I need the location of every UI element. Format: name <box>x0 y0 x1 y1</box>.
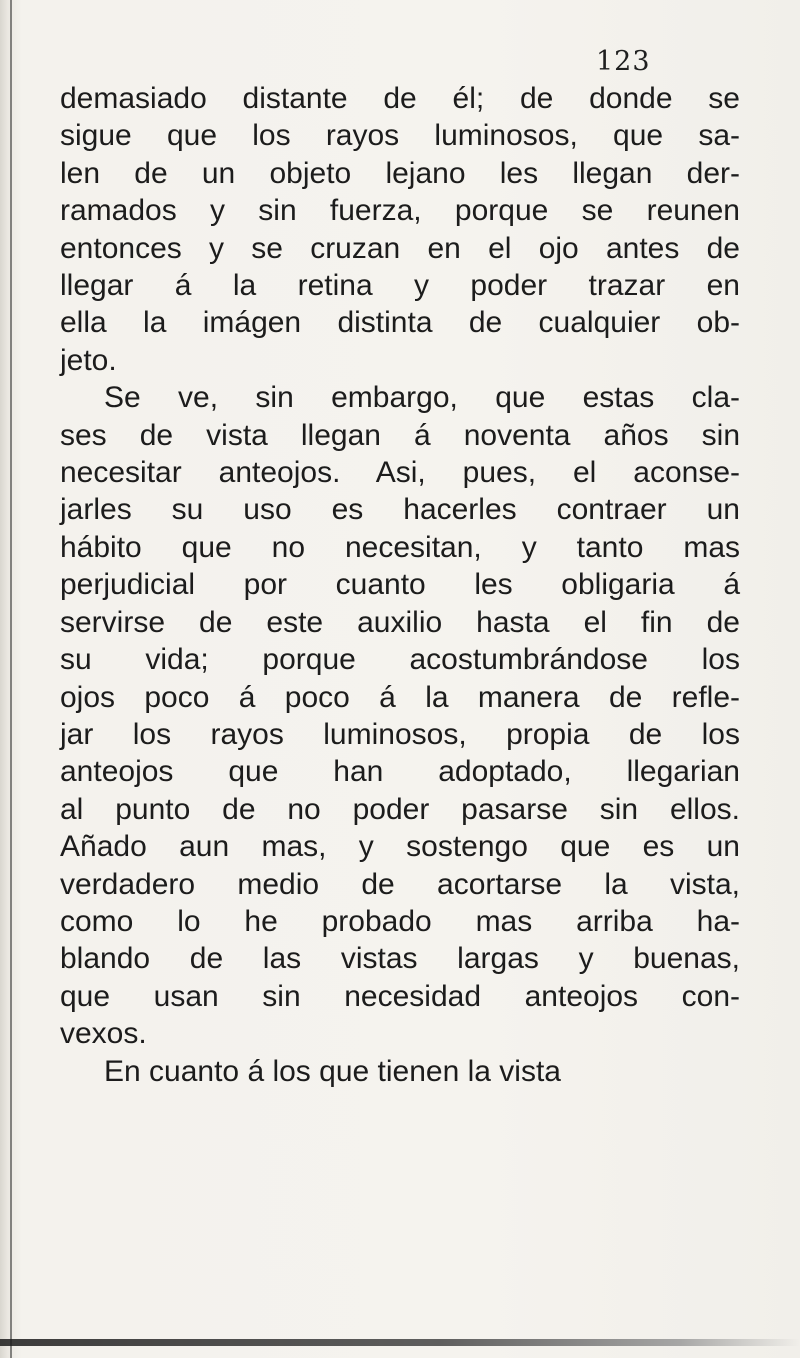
text-line: jar los rayos luminosos, propia de los <box>60 717 740 751</box>
page-number: 123 <box>596 46 651 77</box>
text-line: su vida; porque acostumbrándose los <box>60 643 740 677</box>
text-line: perjudicial por cuanto les obligaria á <box>60 568 740 602</box>
text-line: ojos poco á poco á la manera de refle- <box>60 680 740 714</box>
text-line: Se ve, sin embargo, que estas cla- <box>104 381 740 415</box>
binding-gutter-line <box>10 0 12 1358</box>
text-line: necesitar anteojos. Asi, pues, el aconse- <box>60 456 740 490</box>
text-line: Añado aun mas, y sostengo que es un <box>60 830 740 864</box>
text-line: blando de las vistas largas y buenas, <box>60 942 740 976</box>
text-line: ses de vista llegan á noventa años sin <box>60 418 740 452</box>
text-line: servirse de este auxilio hasta el fin de <box>60 605 740 639</box>
body-text <box>60 80 740 1090</box>
paragraph <box>60 80 740 379</box>
text-line: ramados y sin fuerza, porque se reunen <box>60 194 740 228</box>
page-bottom-edge <box>0 1339 800 1346</box>
text-line: vexos. <box>60 1017 147 1051</box>
text-line: jeto. <box>60 343 117 377</box>
text-line: hábito que no necesitan, y tanto mas <box>60 530 740 564</box>
text-line: anteojos que han adoptado, llegarian <box>60 755 740 789</box>
text-line: llegar á la retina y poder trazar en <box>60 269 740 303</box>
text-line: len de un objeto lejano les llegan der- <box>60 156 740 190</box>
text-line: jarles su uso es hacerles contraer un <box>60 493 740 527</box>
text-line: ella la imágen distinta de cualquier ob- <box>60 306 740 340</box>
text-line: que usan sin necesidad anteojos con- <box>60 979 740 1013</box>
text-line: demasiado distante de él; de donde se <box>60 82 740 115</box>
paragraph <box>60 379 740 1052</box>
text-line: sigue que los rayos luminosos, que sa- <box>60 119 740 153</box>
text-line: verdadero medio de acortarse la vista, <box>60 867 740 901</box>
text-line: entonces y se cruzan en el ojo antes de <box>60 231 740 265</box>
paragraph <box>60 1053 740 1090</box>
text-line: En cuanto á los que tienen la vista <box>104 1054 561 1088</box>
text-line: como lo he probado mas arriba ha- <box>60 904 740 938</box>
text-line: al punto de no poder pasarse sin ellos. <box>60 792 740 826</box>
